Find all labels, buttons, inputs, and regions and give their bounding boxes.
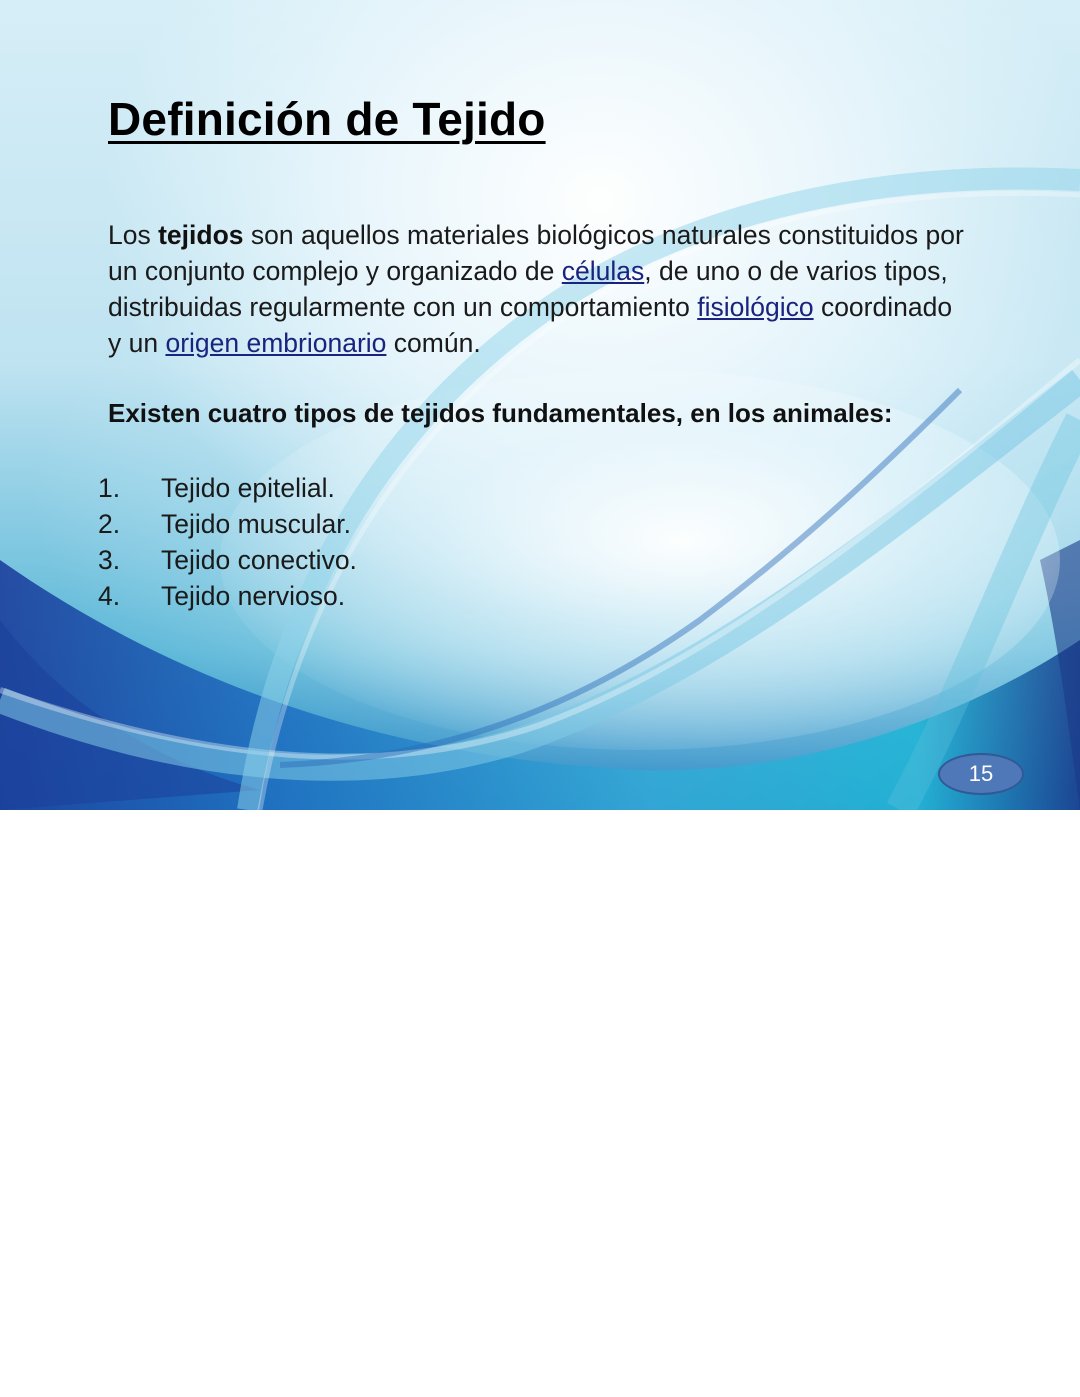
list-item-number: 4. <box>98 581 121 611</box>
paragraph-text: son aquellos materiales biológicos naturales constituidos por un conjunto complejo y organizado de <box>108 220 964 286</box>
link-origen-embrionario[interactable]: origen embrionario <box>165 328 387 358</box>
list-item-label: Tejido conectivo. <box>161 545 357 575</box>
paragraph-text: , de uno o de varios tipos, distribuidas regularmente con un comportamiento <box>108 256 948 322</box>
list-item-label: Tejido nervioso. <box>161 581 346 611</box>
list-item-label: Tejido muscular. <box>161 509 352 539</box>
link-fisiologico[interactable]: fisiológico <box>697 292 814 322</box>
list-item-number: 1. <box>98 473 121 503</box>
list-item-label: Tejido epitelial. <box>161 473 335 503</box>
blank-page-area <box>0 810 1080 1397</box>
list-item <box>98 470 357 506</box>
list-item-number: 3. <box>98 545 121 575</box>
list-item-number: 2. <box>98 509 121 539</box>
list-item <box>98 506 357 542</box>
tissue-types-list <box>98 470 357 614</box>
paragraph-text: común. <box>386 328 481 358</box>
list-item <box>98 542 357 578</box>
bold-term-tejidos: tejidos <box>158 220 244 250</box>
definition-paragraph <box>108 217 968 361</box>
page-number-badge: 15 <box>938 753 1024 795</box>
tissue-types-heading: Existen cuatro tipos de tejidos fundamentales, en los animales: <box>108 398 893 428</box>
list-item <box>98 578 357 614</box>
paragraph-text: coordinado y un <box>108 292 953 358</box>
link-celulas[interactable]: células <box>561 256 645 286</box>
slide-title: Definición de Tejido <box>108 93 546 145</box>
paragraph-text: Los <box>108 220 159 250</box>
